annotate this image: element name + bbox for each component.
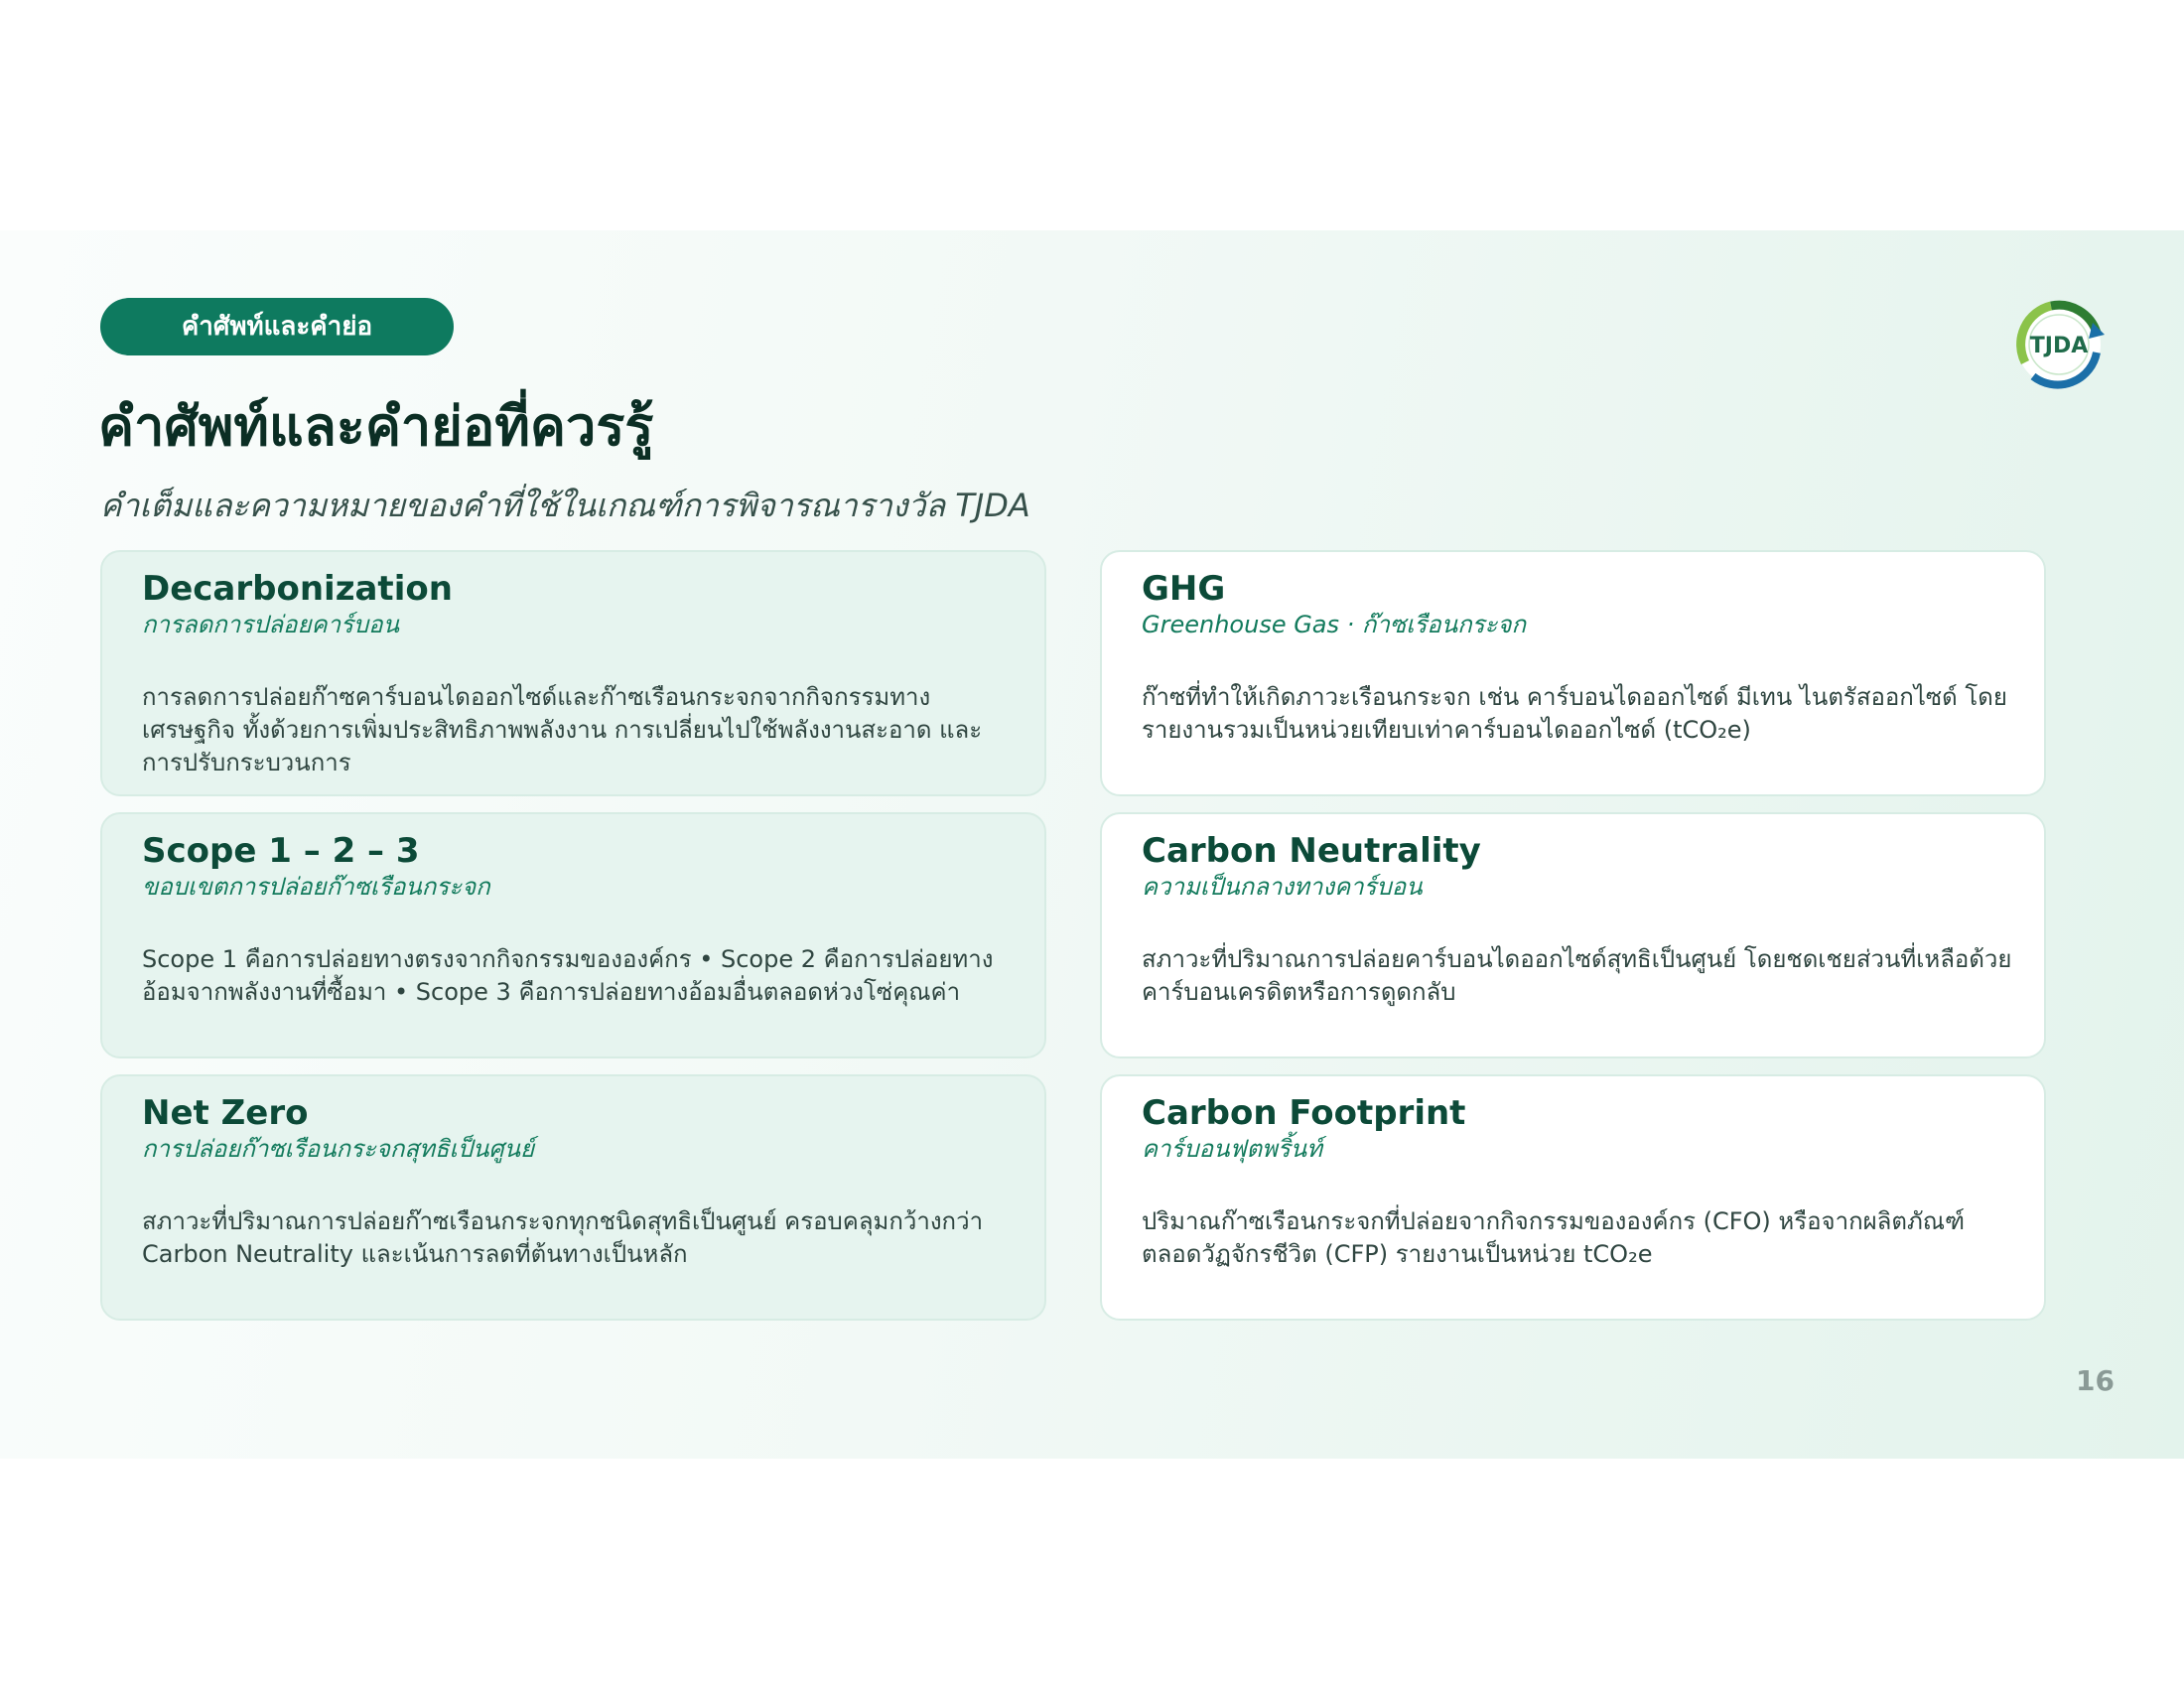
term-card-net-zero [100, 1074, 1046, 1321]
term-meaning: คาร์บอนฟุตพริ้นท์ [1142, 1135, 1322, 1163]
term-meaning: ความเป็นกลางทางคาร์บอน [1142, 873, 1423, 901]
term-card-carbon-footprint [1100, 1074, 2046, 1321]
slide [0, 230, 2184, 1459]
page-number: 16 [2076, 1364, 2115, 1397]
term-description: สภาวะที่ปริมาณการปล่อยก๊าซเรือนกระจกทุกชนิดสุทธิเป็นศูนย์ ครอบคลุมกว้างกว่า Carbon Neutrality และเน้นการลดที่ต้นทางเป็นหลัก [142, 1207, 984, 1268]
term-description: สภาวะที่ปริมาณการปล่อยคาร์บอนไดออกไซด์สุทธิเป็นศูนย์ โดยชดเชยส่วนที่เหลือด้วยคาร์บอนเครดิตหรือการดูดกลับ [1142, 945, 2012, 1006]
term-description: ปริมาณก๊าซเรือนกระจกที่ปล่อยจากกิจกรรมขององค์กร (CFO) หรือจากผลิตภัณฑ์ตลอดวัฏจักรชีวิต (CFP) รายงานเป็นหน่วย tCO₂e [1142, 1207, 1965, 1268]
logo-text: TJDA [2029, 334, 2089, 358]
term-title: Carbon Footprint [1142, 1093, 1466, 1133]
term-meaning: การลดการปล่อยคาร์บอน [142, 611, 399, 638]
term-title: Decarbonization [142, 569, 453, 609]
tjda-logo-icon [2011, 293, 2111, 392]
page-subtitle: คำเต็มและความหมายของคำที่ใช้ในเกณฑ์การพิจารณารางวัล TJDA [100, 487, 1030, 524]
term-description: การลดการปล่อยก๊าซคาร์บอนไดออกไซด์และก๊าซเรือนกระจกจากกิจกรรมทางเศรษฐกิจ ทั้งด้วยการเพิ่มประสิทธิภาพพลังงาน การเปลี่ยนไปใช้พลังงานสะอาด และการปรับกระบวนการ [142, 683, 983, 776]
term-title: GHG [1142, 569, 1226, 609]
term-card-scope [100, 812, 1046, 1058]
term-meaning: Greenhouse Gas · ก๊าซเรือนกระจก [1142, 611, 1527, 638]
term-description: Scope 1 คือการปล่อยทางตรงจากกิจกรรมขององค์กร • Scope 2 คือการปล่อยทางอ้อมจากพลังงานที่ซื้อมา • Scope 3 คือการปล่อยทางอ้อมอื่นตลอดห่วงโซ่คุณค่า [142, 945, 994, 1006]
term-title: Carbon Neutrality [1142, 831, 1481, 871]
term-meaning: การปล่อยก๊าซเรือนกระจกสุทธิเป็นศูนย์ [142, 1135, 535, 1163]
term-title: Scope 1 – 2 – 3 [142, 831, 420, 871]
page-title: คำศัพท์และคำย่อที่ควรรู้ [98, 395, 654, 458]
term-title: Net Zero [142, 1093, 309, 1133]
term-card-carbon-neutrality [1100, 812, 2046, 1058]
term-meaning: ขอบเขตการปล่อยก๊าซเรือนกระจก [142, 873, 490, 901]
term-description: ก๊าซที่ทำให้เกิดภาวะเรือนกระจก เช่น คาร์บอนไดออกไซด์ มีเทน ไนตรัสออกไซด์ โดยรายงานรวมเป็นหน่วยเทียบเท่าคาร์บอนไดออกไซด์ (tCO₂e) [1142, 683, 2007, 744]
section-badge: คำศัพท์และคำย่อ [100, 298, 454, 355]
term-card-decarbonization [100, 550, 1046, 796]
term-card-ghg [1100, 550, 2046, 796]
